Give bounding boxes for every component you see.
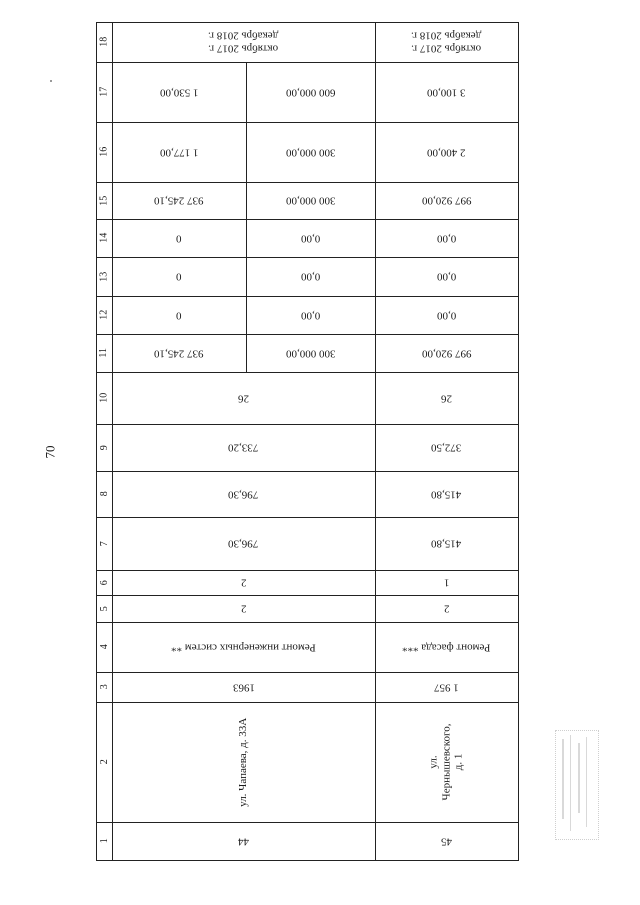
cell-row45-year: 1 957 bbox=[434, 681, 459, 694]
cell-row45-c16: 2 400,00 bbox=[427, 146, 466, 159]
cell-row45-c5: 2 bbox=[443, 602, 450, 615]
cell-row45-address: ул. Чернышевского, д. 1 bbox=[427, 723, 465, 801]
cell-row44-c13: 0 bbox=[176, 270, 182, 283]
cell-row44-c6: 2 bbox=[240, 576, 247, 589]
col-header-6: 6 bbox=[98, 580, 110, 585]
col-header-2: 2 bbox=[98, 759, 110, 765]
cell-row44-c12b: 0,00 bbox=[300, 309, 321, 322]
col-header-17: 17 bbox=[98, 87, 110, 97]
cell-row44-c8: 796,30 bbox=[228, 488, 259, 501]
grid-vline bbox=[518, 22, 519, 861]
cell-row44-c16: 1 177,00 bbox=[159, 146, 199, 159]
col-header-5: 5 bbox=[98, 606, 110, 611]
cell-row44-c11: 937 245,10 bbox=[154, 347, 204, 360]
cell-row44-c9: 733,20 bbox=[228, 441, 259, 454]
cell-row44-c15b: 300 000,00 bbox=[285, 194, 336, 207]
col-header-11: 11 bbox=[98, 348, 110, 358]
cell-row45-num: 45 bbox=[441, 835, 452, 848]
cell-row45-c11: 997 920,00 bbox=[421, 347, 472, 360]
col-header-10: 10 bbox=[98, 393, 110, 403]
col-header-1: 1 bbox=[98, 838, 110, 844]
col-header-18: 18 bbox=[98, 37, 110, 47]
col-header-4: 4 bbox=[98, 644, 110, 650]
cell-row44-c14b: 0,00 bbox=[300, 232, 321, 245]
col-header-15: 15 bbox=[98, 195, 110, 206]
cell-row45-c8: 415,80 bbox=[431, 488, 462, 501]
page-number: 70 bbox=[42, 445, 57, 459]
col-header-3: 3 bbox=[98, 684, 110, 690]
cell-row44-c13b: 0,00 bbox=[300, 270, 321, 283]
cell-row45-c9: 372,50 bbox=[431, 441, 462, 454]
cell-row45-c15: 997 920,00 bbox=[421, 194, 472, 207]
cell-row44-year: 1963 bbox=[232, 681, 255, 694]
col-header-7: 7 bbox=[98, 541, 110, 546]
cell-row45-c17: 3 100,00 bbox=[427, 86, 466, 99]
cell-row44-num: 44 bbox=[238, 835, 249, 848]
cell-row44-address: ул. Чапаева, д. 33А bbox=[237, 717, 250, 807]
cell-row45-c13: 0,00 bbox=[436, 270, 457, 283]
col-header-8: 8 bbox=[98, 491, 110, 497]
cell-row45-c7: 415,80 bbox=[431, 537, 462, 550]
cell-row45-c6: 1 bbox=[443, 576, 450, 589]
cell-row44-c15: 937 245,10 bbox=[154, 194, 204, 207]
col-header-9: 9 bbox=[98, 445, 110, 450]
cell-row44-c16b: 300 000,00 bbox=[285, 146, 336, 159]
cell-row44-c17b: 600 000,00 bbox=[285, 86, 336, 99]
scan-speck bbox=[50, 80, 52, 82]
col-header-12: 12 bbox=[98, 310, 110, 320]
cell-row44-period: октябрь 2017 г. декабрь 2018 г. bbox=[208, 30, 279, 55]
cell-row44-c10: 26 bbox=[238, 392, 249, 405]
cell-row45-c14: 0,00 bbox=[436, 232, 457, 245]
cell-row45-work: Ремонт фасада *** bbox=[402, 641, 491, 654]
cell-row44-c11b: 300 000,00 bbox=[285, 347, 336, 360]
cell-row45-c12: 0,00 bbox=[436, 309, 457, 322]
col-header-16: 16 bbox=[98, 147, 110, 157]
cell-row44-work: Ремонт инженерных систем ** bbox=[171, 641, 316, 654]
cell-row44-c17: 1 530,00 bbox=[159, 86, 199, 99]
col-header-14: 14 bbox=[98, 233, 110, 243]
cell-row44-c7: 796,30 bbox=[228, 537, 259, 550]
cell-row44-c5: 2 bbox=[240, 602, 247, 615]
cell-row45-period: октябрь 2017 г. декабрь 2018 г. bbox=[411, 30, 482, 55]
col-header-13: 13 bbox=[98, 271, 110, 282]
grid-hline bbox=[96, 860, 518, 861]
cell-row44-c14: 0 bbox=[176, 232, 182, 245]
faded-stamp bbox=[555, 730, 599, 840]
cell-row44-c12: 0 bbox=[176, 309, 182, 322]
cell-row45-c10: 26 bbox=[441, 392, 452, 405]
